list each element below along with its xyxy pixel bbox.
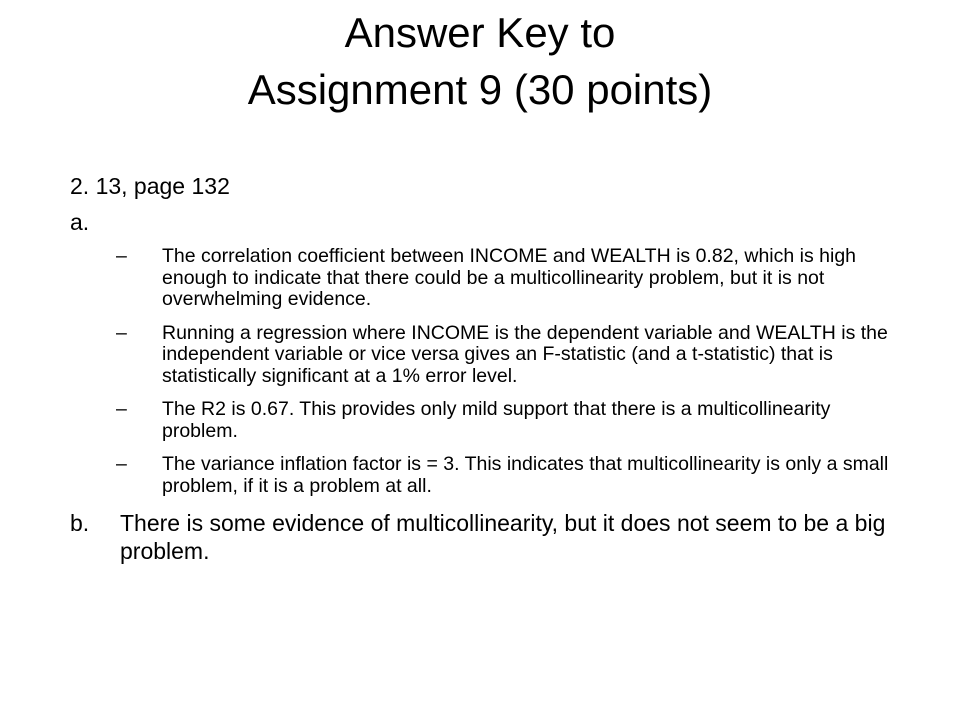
slide-body [70,168,910,565]
bullet-regression [70,323,910,388]
part-a-label: a. [70,209,90,235]
bullet-text: The correlation coefficient between INCOME and WEALTH is 0.82, which is high enough to indicate that there could be a multicollinearity problem, but it is not overwhelming evidence. [162,245,857,310]
dash-marker: – [116,453,127,475]
slide-title-line-2: Assignment 9 (30 points) [247,66,713,113]
bullet-r-squared [70,399,910,442]
dash-marker: – [116,321,127,344]
part-a-bullet-list [70,246,910,497]
bullet-text: The variance inflation factor is = 3. This indicates that multicollinearity is only a small problem, if it is a problem at all. [162,453,889,497]
part-b-answer [70,509,910,565]
bullet-text: Running a regression where INCOME is the dependent variable and WEALTH is the independent variable or vice versa gives an F-statistic (and a t-statistic) that is statistically significant at a 1% error level. [162,321,888,387]
part-b-text: There is some evidence of multicollinearity, but it does not seem to be a big problem. [120,510,886,564]
dash-marker: – [116,245,127,267]
part-b-label: b. [70,510,90,536]
dash-marker: – [116,398,127,420]
slide-title [0,4,960,118]
bullet-correlation [70,246,910,311]
problem-reference: 2. 13, page 132 [70,173,230,199]
bullet-variance-inflation [70,454,910,497]
bullet-text: The R2 is 0.67. This provides only mild support that there is a multicollinearity problem. [162,398,831,442]
slide-title-line-1: Answer Key to [344,9,616,56]
